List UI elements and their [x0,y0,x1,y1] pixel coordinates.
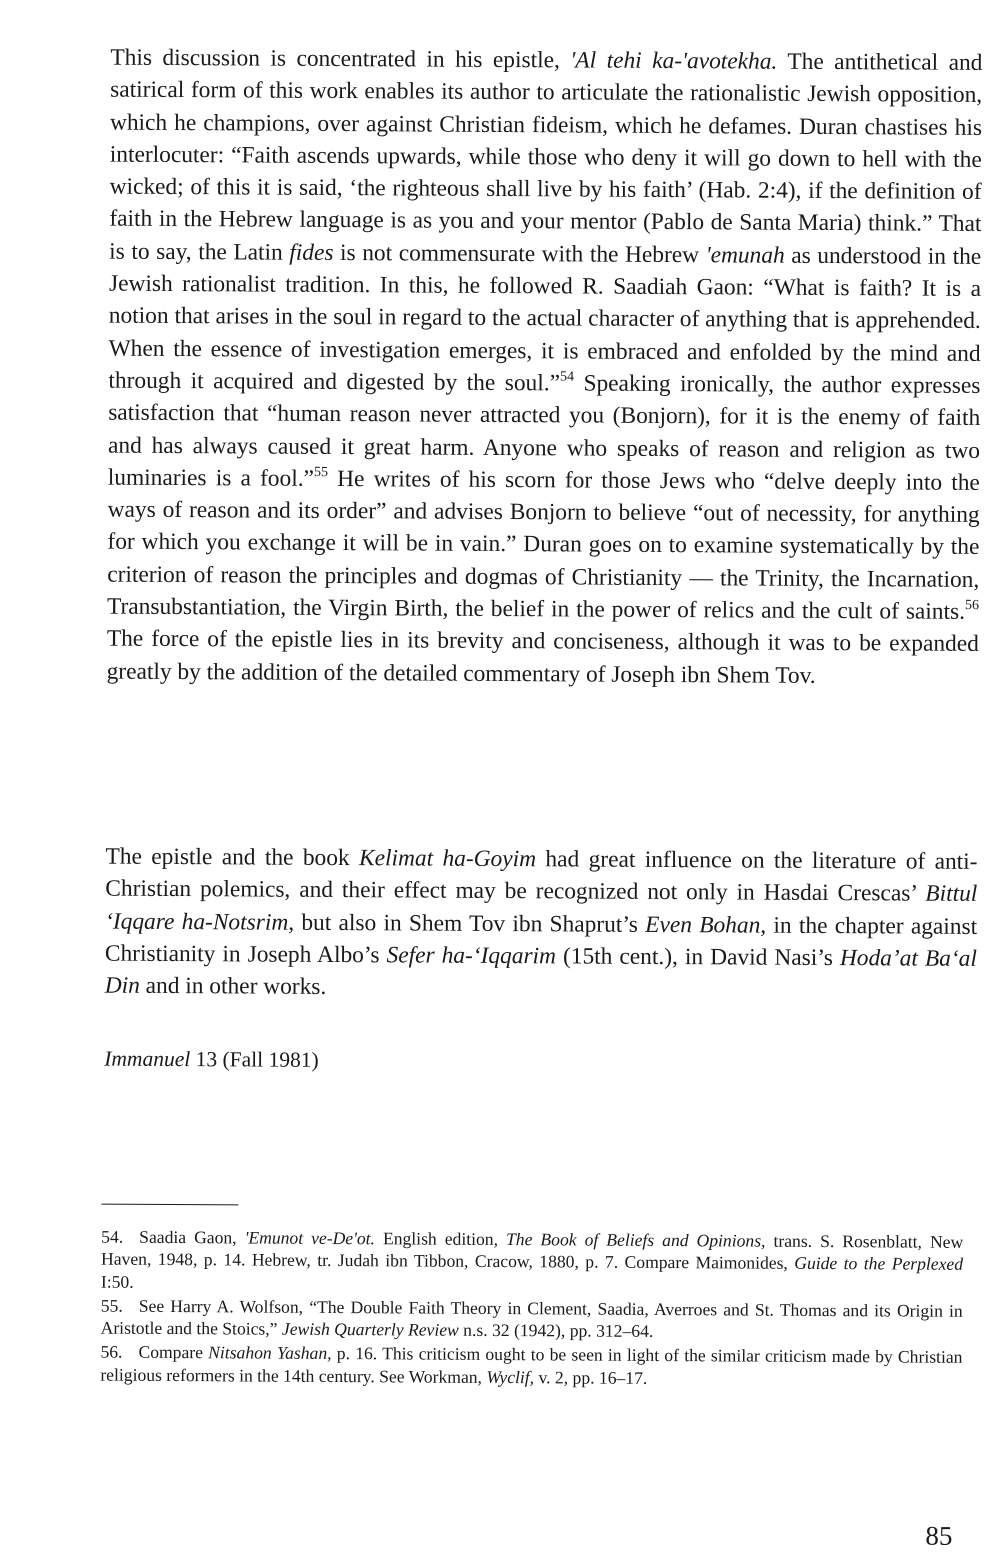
italic-term-fides: fides [289,239,334,266]
italic-title: Guide to the Perplexed [794,1253,964,1275]
page-number: 85 [925,1520,953,1551]
text-run: The force of the epistle lies in its brevity and conciseness, although it was to be expanded greatly by the addition of the detailed commentary of Joseph ibn Shem Tov. [106,625,979,689]
italic-title: 'Emunot ve-De'ot. [244,1227,376,1249]
footnote-ref-55[interactable]: 55 [313,463,329,480]
footnote-divider [101,1204,238,1206]
footnote-ref-54[interactable]: 54 [559,368,575,385]
italic-title-kelimat: Kelimat ha-Goyim [358,845,537,873]
footnote-number: 55. [100,1295,123,1316]
italic-title: Wyclif, [486,1366,535,1388]
italic-title-bittul: Bittul ‘Iqqare ha-Notsrim, [105,880,978,936]
text-run: as understood in the Jewish rationalist tradition. In this, he followed R. Saadiah Gaon: “What is faith? It is a notion that arises in the soul in regard to the actual character of anything that is apprehended. When the essence of investigation emerges, it is embraced and enfolded by the mind and through it acquired and digested by the soul.” [108,242,982,397]
footnote-number: 56. [100,1342,123,1363]
text-run: and in other works. [139,972,327,1001]
text-run: See Harry A. Wolfson, “The Double Faith Theory in Clement, Saadia, Averroes and St. Thomas and its Origin in Aristotle and the Stoics,” [100,1295,963,1339]
italic-term-emunah: 'emunah [705,242,785,269]
text-run: Speaking ironically, the author expresses satisfaction that “human reason never attracted you (Bonjorn), for it is the enemy of faith and has always caused it great harm. Anyone who speaks of reason and religion as two luminaries is a fool.” [107,370,981,492]
footnote-56 [100,1341,962,1391]
footnote-55 [101,1294,963,1344]
text-run: I:50. [100,1271,134,1292]
text-run: n.s. 32 (1942), pp. 312–64. [458,1319,654,1342]
footnote-54 [101,1226,963,1298]
text-run: He writes of his scorn for those Jews who “delve deeply into the ways of reason and its order” and advises Bonjorn to believe “out of necessity, for anything for which you exchange it will be in vain.” Duran goes on to examine systematically by the criterion of reason the principles and dogmas of Christianity — the Trinity, the Incarnation, Transubstantiation, the Virgin Birth, the belief in the power of relics and the cult of saints. [106,465,980,625]
footnotes [100,1226,963,1393]
text-run: The epistle and the book [105,843,360,872]
text-run: is not commensurate with the Hebrew [333,239,706,269]
italic-title-hodaat: Hoda’at Ba‘al Din [104,944,977,999]
text-run: English edition, [374,1228,507,1250]
italic-title-al-tehi: 'Al tehi ka-'avotekha. [570,47,778,75]
italic-title: The Book of Beliefs and Opinions, [505,1229,766,1251]
text-run: (15th cent.), in David Nasi’s [555,943,841,971]
text-run: p. 16. This criticism ought to be seen in light of the similar criticism made by Christian religious reformers in the 14th century. See Workman, [100,1343,963,1387]
source-citation [104,1044,319,1075]
body-paragraph-1 [107,42,983,693]
footnote-number: 54. [101,1226,124,1247]
citation-journal: Immanuel [104,1046,191,1072]
text-run: This discussion is concentrated in his epistle, [110,44,571,74]
footnote-ref-56[interactable]: 56 [964,597,980,614]
italic-title: Jewish Quarterly Review [281,1318,459,1340]
text-run: but also in Shem Tov ibn Shaprut’s [294,909,646,938]
italic-title: Nitsahon Yashan, [208,1342,332,1364]
text-run: in the chapter against Christianity in Joseph Albo’s [104,912,978,969]
italic-title-sefer: Sefer ha-‘Iqqarim [386,942,557,970]
text-run: Compare [138,1342,209,1363]
text-run: trans. S. Rosenblatt, New Haven, 1948, p. 14. Hebrew, tr. Judah ibn Tibbon, Cracow, 1880, p. 7. Compare Maimonides, [101,1230,964,1274]
text-run: v. 2, pp. 16–17. [534,1367,648,1388]
text-run: Saadia Gaon, [139,1226,245,1248]
text-run: had great influence on the literature of anti-Christian polemics, and their effect may be recognized not only in Hasdai Crescas’ [105,846,978,907]
body-paragraph-2 [105,841,978,1008]
text-run: The antithetical and satirical form of this work enables its author to articulate the rationalistic Jewish opposition, which he champions, over against Christian fideism, which he defames. Duran chastises his interlocuter: “Faith ascends upwards, while those who deny it will go down to hell with the wicked; of this it is said, ‘the righteous shall live by his faith’ (Hab. 2:4), if the definition of faith in the Hebrew language is as you and your mentor (Pablo de Santa Maria) think.” That is to say, the Latin [109,48,983,266]
italic-title-even-bohan: Even Bohan, [645,911,767,939]
citation-issue: 13 (Fall 1981) [190,1047,319,1072]
